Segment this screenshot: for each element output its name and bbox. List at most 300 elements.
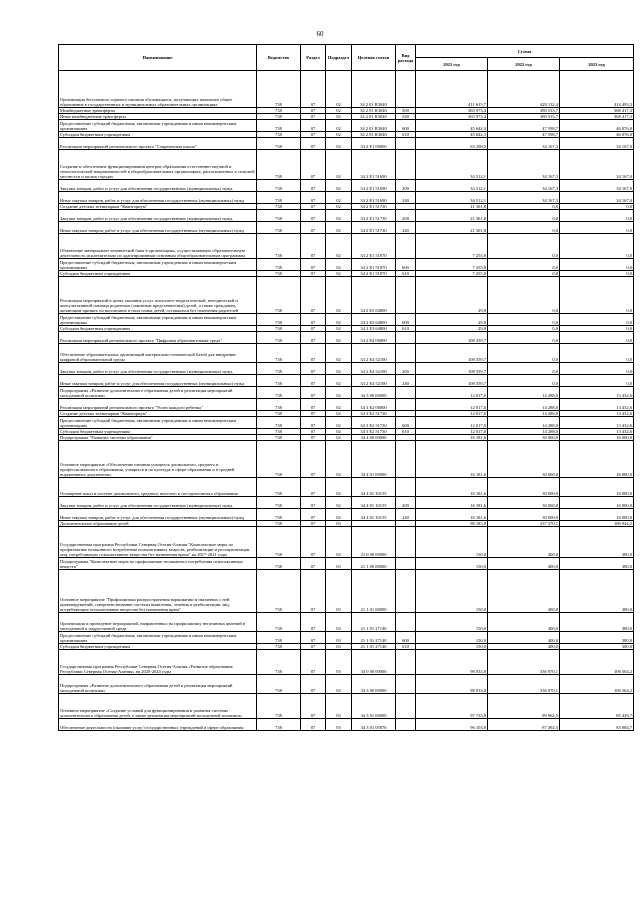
table-row <box>59 314 634 326</box>
cell-name: Предоставление субсидий бюджетным, автономным учреждениям и иным некоммерческим организациям <box>59 417 257 429</box>
cell-razd: 07 <box>301 694 326 719</box>
table-row <box>59 497 634 509</box>
cell-name: Иные закупки товаров, работ и услуг для обеспечения государственных (муниципальных) нужд <box>59 375 257 387</box>
cell-razd: 07 <box>301 192 326 204</box>
cell-y3: 16 000,0 <box>560 435 634 441</box>
cell-vr <box>396 150 416 180</box>
cell-vr <box>396 675 416 694</box>
cell-name: Государственная программа Республики Северная Осетия-Алания "Комплексные меры по профилактике незаконного потребления психоактивных веществ, реабилитации и ресоциализации лиц, потребляющих психоактивные вещества без назначения врача" на 2017-2021 годы <box>59 527 257 558</box>
cell-name: Закупка товаров, работ и услуг для обеспечения государственных (муниципальных) нужд <box>59 497 257 509</box>
col-header-y3: 2023 год <box>560 58 634 71</box>
cell-y3: 13 432,6 <box>560 399 634 411</box>
cell-ved: 738 <box>257 114 301 120</box>
cell-y2: 14 288,0 <box>488 399 560 411</box>
table-body <box>59 71 634 731</box>
cell-razd: 07 <box>301 644 326 650</box>
cell-podr: 02 <box>326 204 352 210</box>
cell-vr: 240 <box>396 192 416 204</box>
cell-vr <box>396 527 416 558</box>
cell-cs: 34 2 E4 52100 <box>352 375 396 387</box>
cell-name: Предоставление субсидий бюджетным, автономным учреждениям и иным некоммерческим организациям <box>59 259 257 271</box>
cell-cs: 34 4 00 00000 <box>352 435 396 441</box>
cell-y3: 46 076,0 <box>560 132 634 138</box>
cell-vr <box>396 71 416 108</box>
cell-vr: 610 <box>396 326 416 332</box>
cell-podr: 02 <box>326 344 352 363</box>
cell-vr <box>396 570 416 613</box>
cell-vr: 540 <box>396 114 416 120</box>
cell-y2: 89 962,5 <box>488 694 560 719</box>
cell-y3: 34 167,0 <box>560 138 634 150</box>
cell-vr: 200 <box>396 497 416 509</box>
cell-podr: 02 <box>326 114 352 120</box>
cell-podr: 02 <box>326 192 352 204</box>
col-header-y2: 2022 год <box>488 58 560 71</box>
cell-y3: 0,0 <box>560 326 634 332</box>
cell-podr: 02 <box>326 326 352 332</box>
cell-ved: 738 <box>257 694 301 719</box>
cell-ved: 738 <box>257 150 301 180</box>
cell-y2: 0,0 <box>488 314 560 326</box>
cell-vr: 600 <box>396 120 416 132</box>
cell-y3: 0,0 <box>560 234 634 259</box>
cell-razd: 07 <box>301 521 326 527</box>
cell-cs: 34 2 E4 52100 <box>352 344 396 363</box>
cell-name: Субсидии бюджетным учреждениям <box>59 429 257 435</box>
cell-ved: 738 <box>257 429 301 435</box>
cell-y1: 16 181,6 <box>416 478 488 497</box>
cell-podr: 02 <box>326 132 352 138</box>
cell-y3: 34 167,0 <box>560 180 634 192</box>
cell-y1: 97 733,8 <box>416 694 488 719</box>
cell-name: Основное мероприятие «Создание условий для функционирования и развития системы дополнительного образования детей, а также реализация мероприятий молодежной политики» <box>59 694 257 719</box>
cell-cs: 34 2 E1 51870 <box>352 259 396 271</box>
cell-y2: 400,0 <box>488 570 560 613</box>
cell-cs: 34 3 00 00000 <box>352 387 396 399</box>
table-row <box>59 675 634 694</box>
cell-razd: 07 <box>301 570 326 613</box>
cell-podr: 02 <box>326 375 352 387</box>
col-header-cs: Целевая статья <box>352 45 396 71</box>
cell-ved: 738 <box>257 138 301 150</box>
cell-y3: 16 000,0 <box>560 509 634 521</box>
cell-podr: 03 <box>326 675 352 694</box>
table-row <box>59 613 634 632</box>
cell-name: Подпрограмма «Развитие дополнительного образования детей и реализация мероприятий молодежной политики» <box>59 387 257 399</box>
cell-podr: 03 <box>326 719 352 731</box>
cell-cs: 34 3 00 00000 <box>352 675 396 694</box>
cell-y1: 45 642,3 <box>416 132 488 138</box>
col-header-summa: Сумма <box>416 45 634 58</box>
cell-name: Закупка товаров, работ и услуг для обеспечения государственных (муниципальных) нужд <box>59 363 257 375</box>
cell-cs: 21 0 00 00000 <box>352 527 396 558</box>
cell-y1: 16 181,6 <box>416 509 488 521</box>
cell-podr: 03 <box>326 558 352 570</box>
cell-vr: 600 <box>396 259 416 271</box>
cell-razd: 07 <box>301 632 326 644</box>
cell-razd: 07 <box>301 527 326 558</box>
cell-y2: 400,0 <box>488 558 560 570</box>
cell-razd: 07 <box>301 675 326 694</box>
cell-cs: 34 2 E1 51690 <box>352 192 396 204</box>
cell-podr: 03 <box>326 613 352 632</box>
cell-y2: 0,0 <box>488 259 560 271</box>
col-header-razd: Раздел <box>301 45 326 71</box>
cell-y3: 0,0 <box>560 363 634 375</box>
cell-razd: 07 <box>301 314 326 326</box>
cell-y1: 7 255,8 <box>416 259 488 271</box>
cell-razd: 07 <box>301 375 326 387</box>
cell-y3: 380,0 <box>560 613 634 632</box>
cell-y2: 34 167,3 <box>488 180 560 192</box>
cell-razd: 07 <box>301 71 326 108</box>
table-row <box>59 180 634 192</box>
cell-vr <box>396 694 416 719</box>
cell-y3: 0,0 <box>560 271 634 277</box>
cell-y2: 0,0 <box>488 204 560 210</box>
cell-razd: 07 <box>301 277 326 314</box>
cell-ved: 738 <box>257 632 301 644</box>
cell-podr: 03 <box>326 694 352 719</box>
cell-razd: 07 <box>301 222 326 234</box>
cell-razd: 07 <box>301 332 326 344</box>
cell-name: Реализация мероприятий регионального проекта "Успех каждого ребенка" <box>59 399 257 411</box>
cell-vr <box>396 234 416 259</box>
cell-ved: 738 <box>257 210 301 222</box>
cell-podr: 03 <box>326 650 352 675</box>
cell-ved: 738 <box>257 399 301 411</box>
cell-name: Подпрограмма "Комплексные меры по профилактике незаконного потребления психоактивных веществ" <box>59 558 257 570</box>
cell-name: Субсидии бюджетным учреждениям <box>59 644 257 650</box>
cell-y2: 0,0 <box>488 363 560 375</box>
cell-y2: 337 370,1 <box>488 521 560 527</box>
table-row <box>59 387 634 399</box>
cell-name: Межбюджетные трансферты <box>59 108 257 114</box>
cell-vr: 610 <box>396 644 416 650</box>
cell-ved: 738 <box>257 71 301 108</box>
table-row <box>59 138 634 150</box>
table-row <box>59 650 634 675</box>
cell-ved: 738 <box>257 675 301 694</box>
table-row <box>59 332 634 344</box>
cell-cs: 34 2 E1 51690 <box>352 150 396 180</box>
cell-y1: 29,8 <box>416 277 488 314</box>
table-row <box>59 570 634 613</box>
cell-razd: 07 <box>301 150 326 180</box>
cell-y3: 13 432,6 <box>560 411 634 417</box>
cell-cs: 34 0 00 00000 <box>352 650 396 675</box>
cell-y3: 0,0 <box>560 259 634 271</box>
cell-podr: 02 <box>326 478 352 497</box>
cell-y1: 12 017,0 <box>416 387 488 399</box>
cell-y3: 0,0 <box>560 314 634 326</box>
table-row <box>59 632 634 644</box>
cell-y1: 108 359,7 <box>416 344 488 363</box>
budget-table <box>58 44 634 731</box>
cell-name: Создание детских технопарков "Кванториум" <box>59 411 257 417</box>
cell-razd: 07 <box>301 114 326 120</box>
cell-y3: 380,0 <box>560 644 634 650</box>
cell-razd: 07 <box>301 259 326 271</box>
cell-y1: 12 017,0 <box>416 399 488 411</box>
cell-y3: 368 417,3 <box>560 108 634 114</box>
cell-name: Реализация мероприятий регионального проекта "Цифровая образовательная среда" <box>59 332 257 344</box>
cell-cs: 34 4 01 00000 <box>352 441 396 478</box>
cell-y1: 7 255,8 <box>416 271 488 277</box>
cell-razd: 07 <box>301 387 326 399</box>
cell-cs: 34 2 E3 64800 <box>352 314 396 326</box>
table-row <box>59 399 634 411</box>
cell-y2: 400,0 <box>488 613 560 632</box>
cell-name: Создание детских технопарков "Кванториум" <box>59 204 257 210</box>
cell-name: Подпрограмма «Развитие дополнительного образования детей и реализация мероприятий молодежной политики» <box>59 675 257 694</box>
cell-y1: 34 512,1 <box>416 180 488 192</box>
cell-y3: 106 564,2 <box>560 650 634 675</box>
cell-y3: 13 432,6 <box>560 417 634 429</box>
cell-ved: 738 <box>257 411 301 417</box>
table-row <box>59 210 634 222</box>
cell-ved: 738 <box>257 387 301 399</box>
cell-razd: 07 <box>301 411 326 417</box>
cell-y1: 34 512,1 <box>416 150 488 180</box>
cell-cs: 34 2 E1 51730 <box>352 204 396 210</box>
cell-y2: 14 288,0 <box>488 387 560 399</box>
cell-razd: 07 <box>301 441 326 478</box>
cell-y1: 98 033,8 <box>416 650 488 675</box>
cell-cs: 34 2 E4 52100 <box>352 363 396 375</box>
cell-ved: 738 <box>257 497 301 509</box>
cell-ved: 738 <box>257 558 301 570</box>
cell-name: Реализация мероприятий в целях оказания услуг психолого-педагогической, методической и консультативной помощи родителям (законным представителям) детей, а также гражданам, желающим принять на воспитание в свои семьи детей, оставшихся без попечения родителей <box>59 277 257 314</box>
cell-y1: 98 033,8 <box>416 675 488 694</box>
cell-name: Иные закупки товаров, работ и услуг для обеспечения государственных (муниципальных) нужд <box>59 222 257 234</box>
cell-name: Закупка товаров, работ и услуг для обеспечения государственных (муниципальных) нужд <box>59 180 257 192</box>
cell-vr <box>396 478 416 497</box>
table-row <box>59 558 634 570</box>
cell-y2: 14 288,0 <box>488 411 560 417</box>
cell-y1: 12 017,0 <box>416 429 488 435</box>
cell-ved: 738 <box>257 570 301 613</box>
cell-y3: 16 000,0 <box>560 441 634 478</box>
cell-y1: 96 103,8 <box>416 719 488 731</box>
cell-cs: 34 4 01 10155 <box>352 509 396 521</box>
cell-cs: 34 2 E1 51870 <box>352 271 396 277</box>
cell-vr <box>396 277 416 314</box>
cell-y1: 16 181,6 <box>416 435 488 441</box>
cell-vr: 240 <box>396 222 416 234</box>
cell-y1: 21 361,8 <box>416 222 488 234</box>
cell-ved: 738 <box>257 180 301 192</box>
table-row <box>59 417 634 429</box>
cell-razd: 07 <box>301 478 326 497</box>
cell-y1: 29,8 <box>416 326 488 332</box>
cell-vr <box>396 332 416 344</box>
cell-y3: 0,0 <box>560 375 634 387</box>
cell-podr: 02 <box>326 411 352 417</box>
cell-ved: 738 <box>257 234 301 259</box>
cell-y3: 0,0 <box>560 277 634 314</box>
cell-ved: 738 <box>257 222 301 234</box>
cell-vr <box>396 387 416 399</box>
cell-vr: 600 <box>396 632 416 644</box>
cell-cs: 34 2 E1 51690 <box>352 180 396 192</box>
cell-name: Субсидии бюджетным учреждениям <box>59 326 257 332</box>
cell-y3: 380,0 <box>560 570 634 613</box>
cell-ved: 738 <box>257 132 301 138</box>
cell-cs: 34 3 E2 00000 <box>352 399 396 411</box>
cell-razd: 07 <box>301 435 326 441</box>
cell-name: Государственная программа Республики Северная Осетия-Алания «Развитие образования Республики Северная Осетия-Алания» на 2020-2024 годы <box>59 650 257 675</box>
cell-cs: 21 1 00 00000 <box>352 558 396 570</box>
cell-podr: 02 <box>326 210 352 222</box>
cell-ved: 738 <box>257 644 301 650</box>
cell-podr: 02 <box>326 222 352 234</box>
cell-cs: 34 3 01 05870 <box>352 719 396 731</box>
cell-ved: 738 <box>257 314 301 326</box>
cell-ved: 738 <box>257 527 301 558</box>
page-number: 60 <box>316 30 324 38</box>
cell-razd: 07 <box>301 132 326 138</box>
cell-name: Иные межбюджетные трансферты <box>59 114 257 120</box>
cell-name: Организация бесплатного горячего питания обучающихся, получающих начальное общее образование в государственных и муниципальных образовательных организациях <box>59 71 257 108</box>
cell-ved: 738 <box>257 120 301 132</box>
cell-cs: 34 3 E2 51730 <box>352 411 396 417</box>
cell-y2: 30 000,0 <box>488 478 560 497</box>
cell-cs: 34 4 01 10155 <box>352 478 396 497</box>
cell-y1: 150,0 <box>416 613 488 632</box>
cell-cs: 21 1 01 27140 <box>352 632 396 644</box>
cell-podr: 02 <box>326 363 352 375</box>
table-row <box>59 719 634 731</box>
cell-y2: 0,0 <box>488 222 560 234</box>
cell-y3: 34 167,0 <box>560 150 634 180</box>
cell-y2: 30 000,0 <box>488 497 560 509</box>
cell-cs: 21 1 01 27140 <box>352 644 396 650</box>
cell-ved: 738 <box>257 435 301 441</box>
cell-y1: 12 017,0 <box>416 411 488 417</box>
cell-vr <box>396 719 416 731</box>
cell-y3: 13 432,6 <box>560 387 634 399</box>
cell-y3: 16 000,0 <box>560 497 634 509</box>
cell-y1: 150,0 <box>416 570 488 613</box>
cell-ved: 738 <box>257 259 301 271</box>
cell-cs: 34 2 E1 00000 <box>352 138 396 150</box>
cell-podr: 02 <box>326 332 352 344</box>
cell-podr: 02 <box>326 509 352 521</box>
cell-y3: 380,0 <box>560 558 634 570</box>
cell-ved: 738 <box>257 441 301 478</box>
cell-cs: 34 2 01 R3040 <box>352 108 396 114</box>
cell-name: Реализация мероприятий регионального проекта "Современная школа" <box>59 138 257 150</box>
cell-y3: 46 076,0 <box>560 120 634 132</box>
cell-podr: 03 <box>326 632 352 644</box>
cell-vr <box>396 138 416 150</box>
cell-razd: 07 <box>301 120 326 132</box>
cell-razd: 07 <box>301 558 326 570</box>
table-row <box>59 234 634 259</box>
cell-vr <box>396 441 416 478</box>
cell-ved: 738 <box>257 204 301 210</box>
cell-y1: 108 359,7 <box>416 363 488 375</box>
cell-vr <box>396 558 416 570</box>
cell-y1: 150,0 <box>416 632 488 644</box>
cell-ved: 738 <box>257 650 301 675</box>
cell-name: Подпрограмма "Развитие системы образования" <box>59 435 257 441</box>
cell-y1: 34 512,1 <box>416 192 488 204</box>
cell-podr: 02 <box>326 271 352 277</box>
cell-vr <box>396 650 416 675</box>
cell-y3: 106 564,2 <box>560 675 634 694</box>
cell-vr: 500 <box>396 108 416 114</box>
cell-y2: 400,0 <box>488 527 560 558</box>
cell-podr: 02 <box>326 417 352 429</box>
cell-vr: 610 <box>396 271 416 277</box>
cell-podr: 02 <box>326 259 352 271</box>
cell-ved: 738 <box>257 271 301 277</box>
cell-podr: 02 <box>326 429 352 435</box>
cell-podr: 02 <box>326 497 352 509</box>
cell-y2: 0,0 <box>488 277 560 314</box>
cell-y1: 150,0 <box>416 644 488 650</box>
cell-ved: 738 <box>257 344 301 363</box>
cell-y2: 0,0 <box>488 344 560 363</box>
cell-ved: 738 <box>257 375 301 387</box>
cell-name: Предоставление субсидий бюджетным, автономным учреждениям и иным некоммерческим организациям <box>59 120 257 132</box>
cell-y3: 0,0 <box>560 204 634 210</box>
table-row <box>59 120 634 132</box>
cell-vr: 600 <box>396 417 416 429</box>
cell-y3: 106 944,2 <box>560 521 634 527</box>
cell-vr <box>396 613 416 632</box>
cell-podr: 02 <box>326 435 352 441</box>
cell-razd: 07 <box>301 399 326 411</box>
cell-y2: 14 288,0 <box>488 429 560 435</box>
cell-y1: 45 642,3 <box>416 120 488 132</box>
cell-name: Субсидии бюджетным учреждениям <box>59 271 257 277</box>
cell-y2: 34 167,3 <box>488 192 560 204</box>
cell-y1: 21 361,8 <box>416 204 488 210</box>
cell-y1: 108 359,7 <box>416 332 488 344</box>
cell-y1: 108 359,7 <box>416 375 488 387</box>
cell-razd: 07 <box>301 204 326 210</box>
cell-y1: 365 973,4 <box>416 108 488 114</box>
cell-y2: 47 598,7 <box>488 132 560 138</box>
table-row <box>59 441 634 478</box>
cell-y2: 30 000,0 <box>488 441 560 478</box>
cell-y2: 0,0 <box>488 326 560 332</box>
cell-vr: 610 <box>396 132 416 138</box>
cell-podr: 02 <box>326 399 352 411</box>
col-header-ved: Ведомство <box>257 45 301 71</box>
table-row <box>59 527 634 558</box>
cell-name: Основное мероприятие «Обеспечение питания учащихся дошкольного, среднего и профессионального образования, учащихся и по культуре в сфере образования и в средней нормативных документов» <box>59 441 257 478</box>
cell-cs: 34 2 E4 00000 <box>352 332 396 344</box>
cell-razd: 07 <box>301 363 326 375</box>
cell-name: Оснащение школ в системе дошкольного, среднего, высшего и постдипломного образования <box>59 478 257 497</box>
cell-cs: 21 1 01 00000 <box>352 570 396 613</box>
cell-vr: 240 <box>396 375 416 387</box>
table-row <box>59 259 634 271</box>
cell-name: Основное мероприятие "Профилактика распространения наркомании и связанных с ней правонарушений, совершенствование системы выявления, лечения и реабилитации лиц, потребляющих психоактивные вещества без назначения врача" <box>59 570 257 613</box>
cell-y2: 380 533,7 <box>488 108 560 114</box>
cell-vr: 240 <box>396 509 416 521</box>
cell-y1: 7 255,8 <box>416 234 488 259</box>
cell-podr: 02 <box>326 120 352 132</box>
cell-cs: 34 2 01 R3040 <box>352 120 396 132</box>
cell-y3: 0,0 <box>560 344 634 363</box>
cell-podr: 02 <box>326 150 352 180</box>
col-header-vr: Вид расхода <box>396 45 416 71</box>
